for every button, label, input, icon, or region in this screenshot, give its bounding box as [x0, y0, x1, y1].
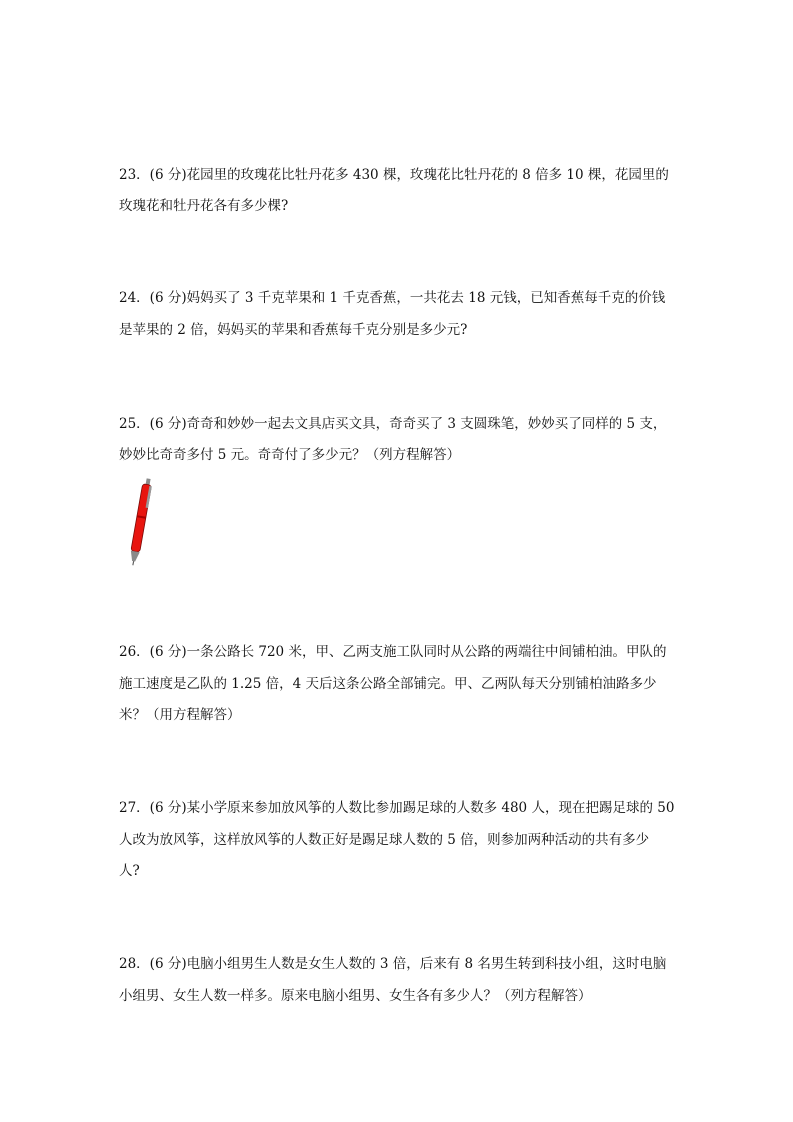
problem-text-line: 24．(6 分)妈妈买了 3 千克苹果和 1 千克香蕉，一共花去 18 元钱，已知香蕉每千克的价钱 [119, 290, 666, 306]
problem-text-line: 人? [119, 863, 140, 879]
problem-text-line: 妙妙比奇奇多付 5 元。奇奇付了多少元？（列方程解答） [119, 447, 461, 463]
pen-illustration [126, 476, 156, 568]
problem-text-line: 28．(6 分)电脑小组男生人数是女生人数的 3 倍，后来有 8 名男生转到科技小组，这时电脑 [119, 956, 667, 972]
problem-text-line: 小组男、女生人数一样多。原来电脑小组男、女生各有多少人？（列方程解答） [119, 988, 592, 1004]
problem-text-line: 26．(6 分)一条公路长 720 米，甲、乙两支施工队同时从公路的两端往中间铺柏油。甲队的 [119, 644, 667, 660]
problem-text-line: 25．(6 分)奇奇和妙妙一起去文具店买文具，奇奇买了 3 支圆珠笔，妙妙买了同样的 5 支， [119, 416, 667, 432]
problem-text-line: 施工速度是乙队的 1.25 倍，4 天后这条公路全部铺完。甲、乙两队每天分别铺柏油路多少 [119, 676, 657, 692]
problem-text-line: 是苹果的 2 倍，妈妈买的苹果和香蕉每千克分别是多少元? [119, 322, 468, 338]
problem-text-line: 23．(6 分)花园里的玫瑰花比牡丹花多 430 棵，玫瑰花比牡丹花的 8 倍多 10 棵，花园里的 [119, 167, 669, 183]
problem-text-line: 玫瑰花和牡丹花各有多少棵? [119, 198, 289, 214]
problem-text-line: 27．(6 分)某小学原来参加放风筝的人数比参加踢足球的人数多 480 人，现在把踢足球的 50 [119, 800, 675, 816]
problem-text-line: 人改为放风筝，这样放风筝的人数正好是踢足球人数的 5 倍，则参加两种活动的共有多少 [119, 832, 650, 848]
problem-text-line: 米？（用方程解答） [119, 707, 241, 723]
